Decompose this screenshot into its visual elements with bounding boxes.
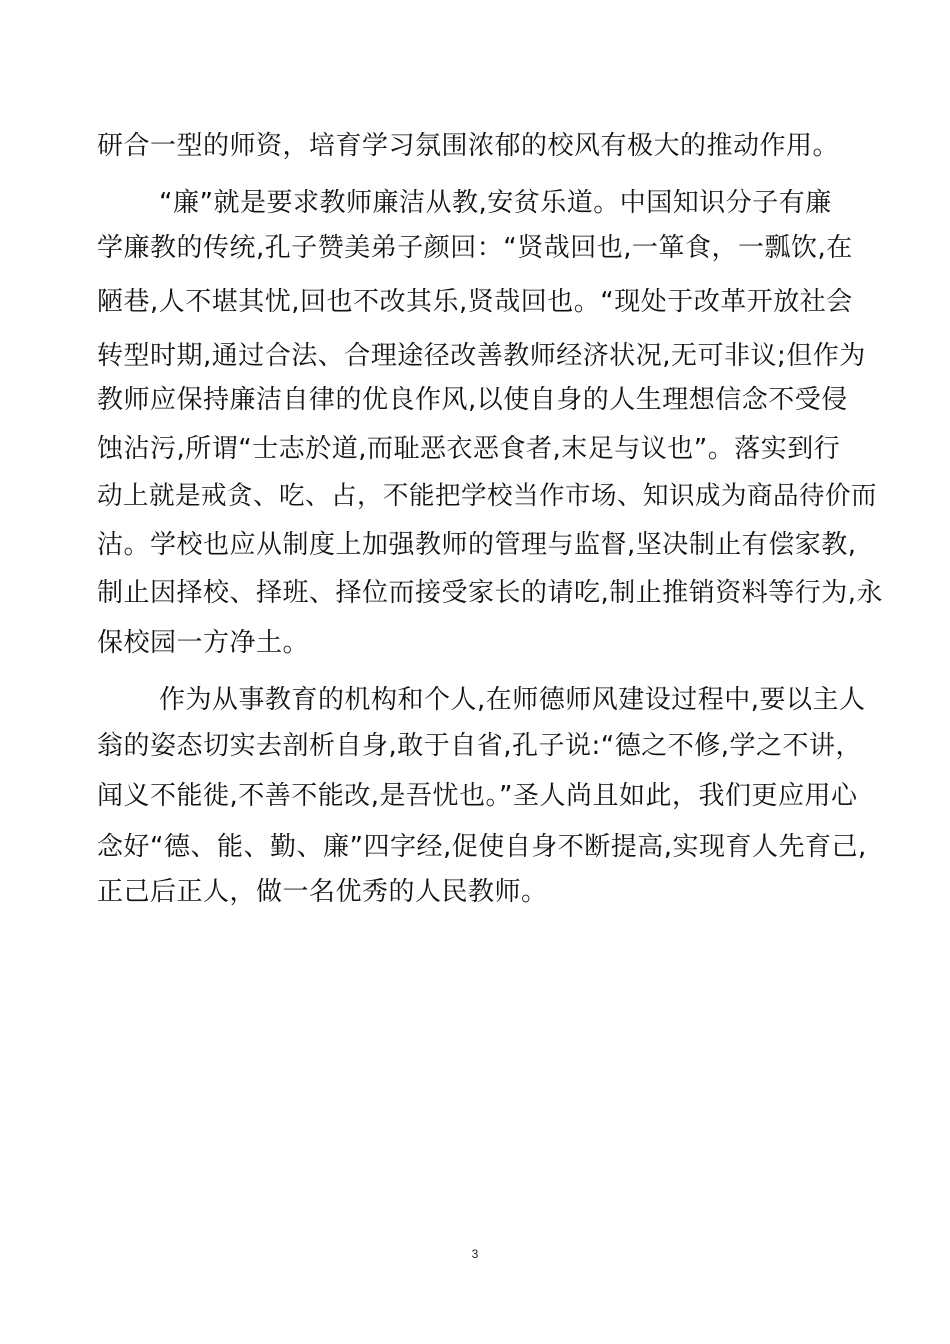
- body-text-line: 正己后正人，做一名优秀的人民教师。: [97, 877, 548, 907]
- body-text-line: 翁的姿态切实去剖析自身,敢于自省,孔子说:“德之不修,学之不讲，: [97, 731, 863, 761]
- body-text-line: 教师应保持廉洁自律的优良作风,以使自身的人生理想信念不受侵: [97, 385, 848, 415]
- body-text-line: 陋巷,人不堪其忧,回也不改其乐,贤哉回也。“现处于改革开放社会: [97, 287, 853, 317]
- body-text-line: 闻义不能徙,不善不能改,是吾忧也。”圣人尚且如此，我们更应用心: [97, 781, 858, 811]
- paragraph-first-line: “廉”就是要求教师廉洁从教,安贫乐道。中国知识分子有廉: [159, 188, 832, 218]
- body-text-line: 学廉教的传统,孔子赞美弟子颜回：“贤哉回也,一箪食，一瓢饮,在: [97, 233, 853, 263]
- body-text-line: 动上就是戒贪、吃、占，不能把学校当作市场、知识成为商品待价而: [97, 481, 878, 511]
- body-text-line: 保校园一方净土。: [97, 628, 310, 658]
- paragraph-first-line: 作为从事教育的机构和个人,在师德师风建设过程中,要以主人: [159, 685, 866, 715]
- body-text-line: 制止因择校、择班、择位而接受家长的请吃,制止推销资料等行为,永: [97, 578, 884, 608]
- body-text-line: 念好“德、能、勤、廉”四字经,促使自身不断提高,实现育人先育己,: [97, 832, 867, 862]
- body-text-line: 研合一型的师资，培育学习氛围浓郁的校风有极大的推动作用。: [97, 131, 840, 161]
- body-text-line: 转型时期,通过合法、合理途径改善教师经济状况,无可非议;但作为: [97, 341, 866, 371]
- body-text-line: 沽。学校也应从制度上加强教师的管理与监督,坚决制止有偿家教,: [97, 530, 857, 560]
- page-number: 3: [471, 1247, 479, 1261]
- body-text-line: 蚀沾污,所谓“士志於道,而耻恶衣恶食者,末足与议也”。落实到行: [97, 434, 841, 464]
